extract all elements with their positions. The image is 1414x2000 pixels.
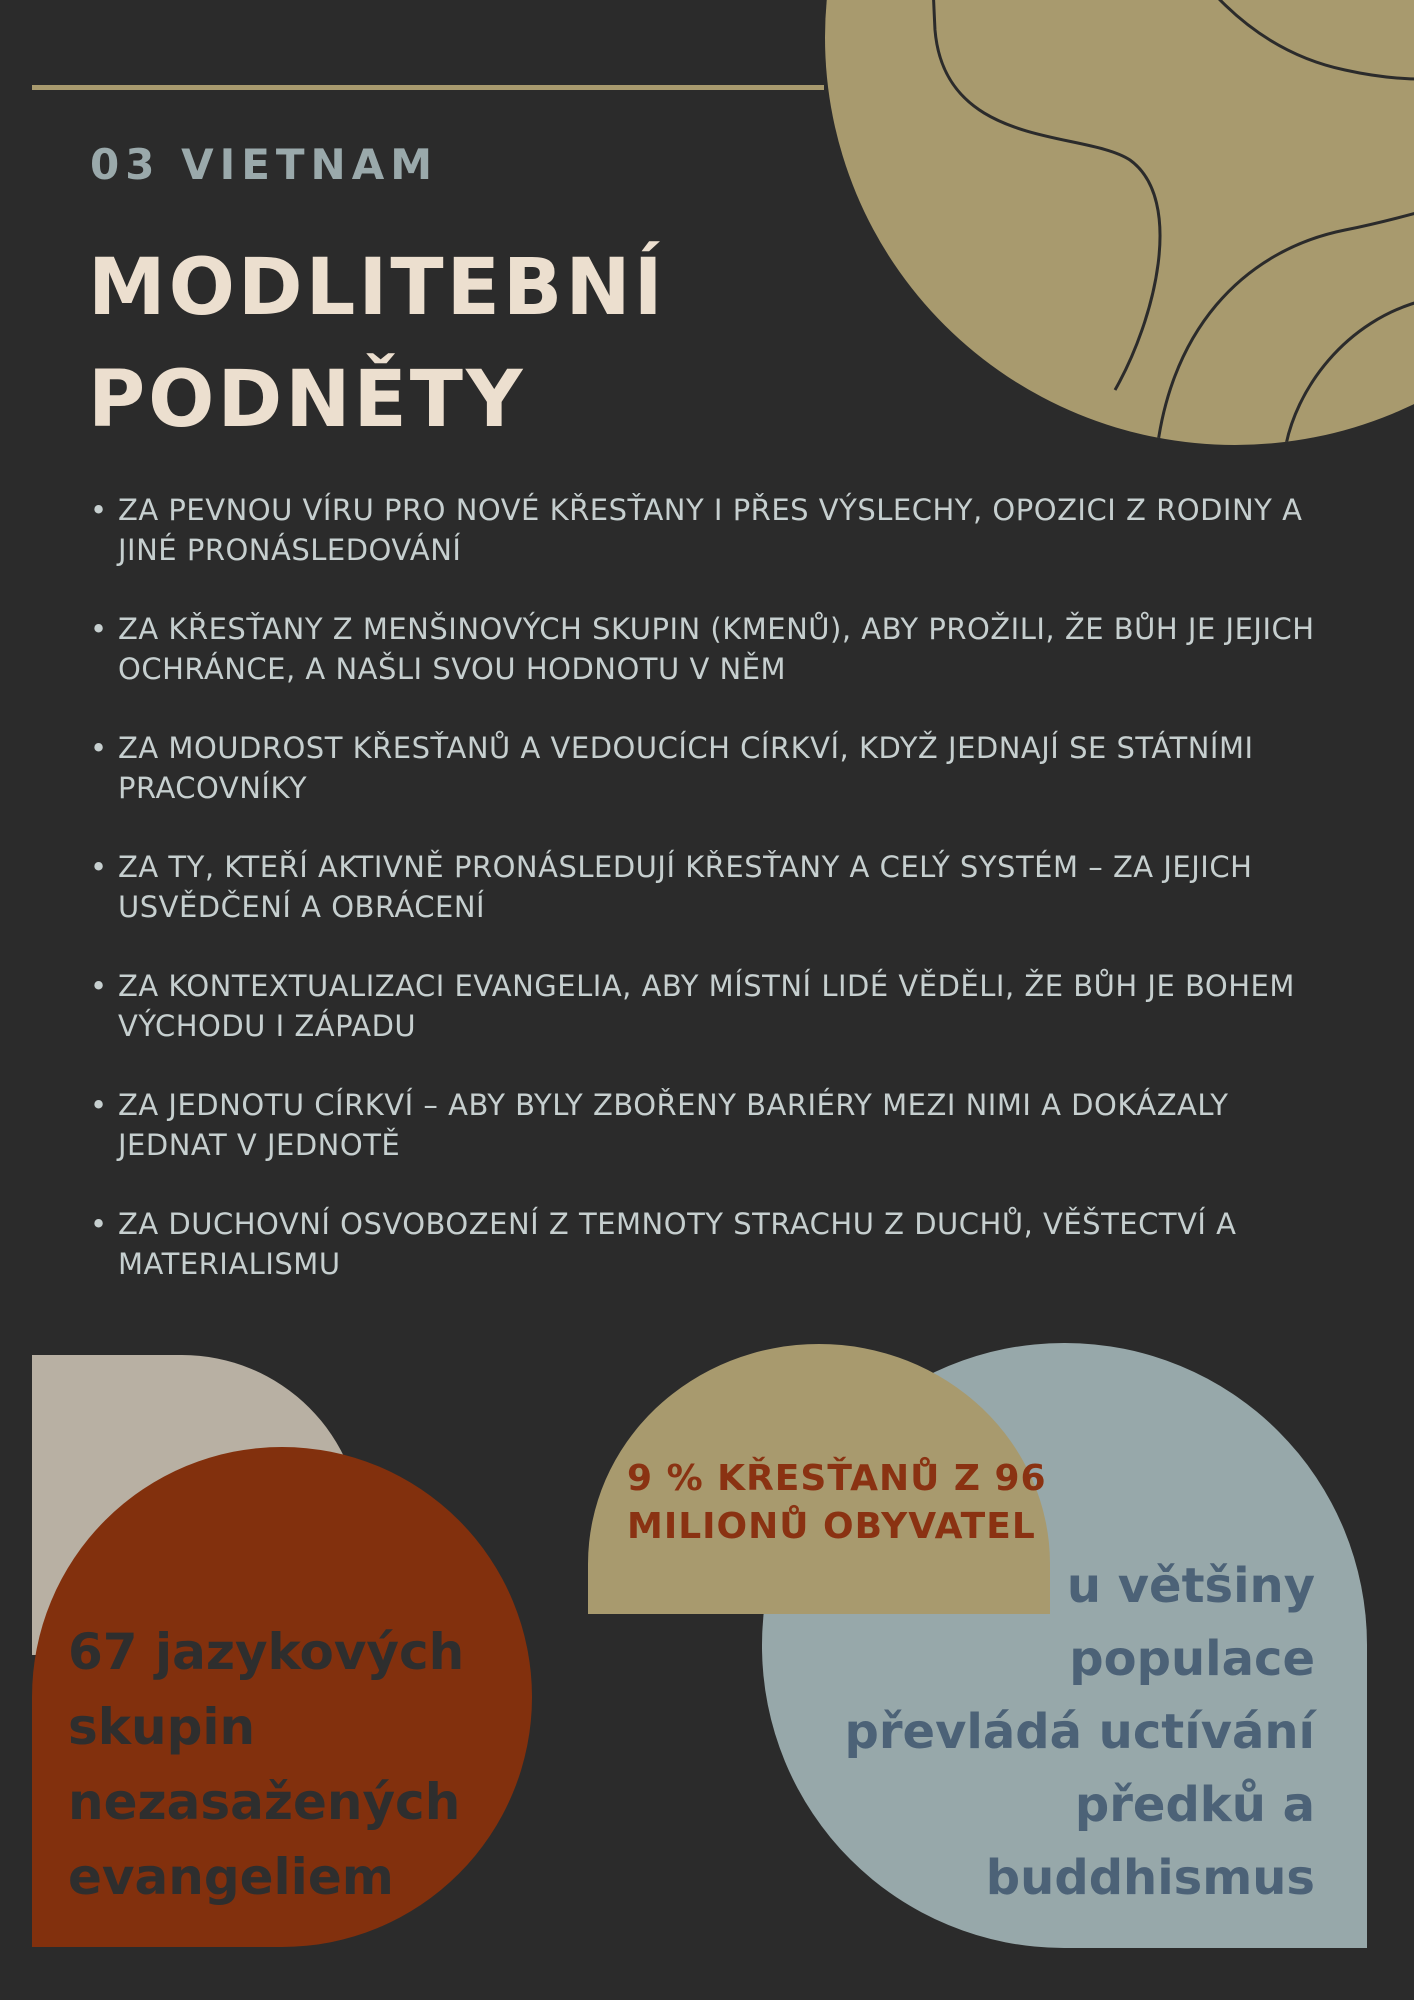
- prayer-text: ZA MOUDROST KŘESŤANŮ A VEDOUCÍCH CÍRKVÍ, KDYŽ JEDNAJÍ SE STÁTNÍMI PRACOVNÍKY: [118, 731, 1254, 805]
- prayer-point-2: [90, 609, 1320, 689]
- bullet-icon: •: [90, 493, 108, 527]
- prayer-text: ZA TY, KTEŘÍ AKTIVNĚ PRONÁSLEDUJÍ KŘESŤANY A CELÝ SYSTÉM – ZA JEJICH USVĚDČENÍ A OBRÁCENÍ: [118, 850, 1253, 924]
- bullet-icon: •: [90, 731, 108, 765]
- religion-stat: u většiny populace převládá uctívání předků a buddhismus: [844, 1558, 1315, 1906]
- bullet-icon: •: [90, 1207, 108, 1241]
- page-title: MODLITEBNÍ PODNĚTY: [88, 243, 666, 445]
- prayer-point-4: [90, 847, 1320, 927]
- bullet-icon: •: [90, 850, 108, 884]
- prayer-point-6: [90, 1085, 1320, 1165]
- country-subtitle: 03 VIETNAM: [90, 140, 438, 189]
- prayer-point-3: [90, 728, 1320, 808]
- prayer-text: ZA KŘESŤANY Z MENŠINOVÝCH SKUPIN (KMENŮ), ABY PROŽILI, ŽE BŮH JE JEJICH OCHRÁNCE, A NAŠLI SVOU HODNOTU V NĚM: [118, 612, 1315, 686]
- prayer-point-7: [90, 1204, 1320, 1284]
- prayer-text: ZA DUCHOVNÍ OSVOBOZENÍ Z TEMNOTY STRACHU Z DUCHŮ, VĚŠTECTVÍ A MATERIALISMU: [118, 1207, 1237, 1281]
- prayer-text: ZA KONTEXTUALIZACI EVANGELIA, ABY MÍSTNÍ LIDÉ VĚDĚLI, ŽE BŮH JE BOHEM VÝCHODU I ZÁPADU: [118, 969, 1295, 1043]
- prayer-point-5: [90, 966, 1320, 1046]
- prayer-point-1: [90, 490, 1320, 570]
- language-groups-stat: 67 jazykových skupin nezasažených evangeliem: [68, 1623, 465, 1906]
- bullet-icon: •: [90, 1088, 108, 1122]
- bullet-icon: •: [90, 612, 108, 646]
- bullet-icon: •: [90, 969, 108, 1003]
- prayer-text: ZA PEVNOU VÍRU PRO NOVÉ KŘESŤANY I PŘES VÝSLECHY, OPOZICI Z RODINY A JINÉ PRONÁSLEDOVÁNÍ: [118, 493, 1303, 567]
- christians-stat: 9 % KŘESŤANŮ Z 96 MILIONŮ OBYVATEL: [627, 1458, 1047, 1547]
- top-divider-line: [32, 85, 824, 90]
- swirl-lines-decoration: [825, 0, 1414, 445]
- prayer-text: ZA JEDNOTU CÍRKVÍ – ABY BYLY ZBOŘENY BARIÉRY MEZI NIMI A DOKÁZALY JEDNAT V JEDNOTĚ: [118, 1088, 1229, 1162]
- decorative-gold-circle: [825, 0, 1414, 445]
- prayer-list: [90, 490, 1320, 1323]
